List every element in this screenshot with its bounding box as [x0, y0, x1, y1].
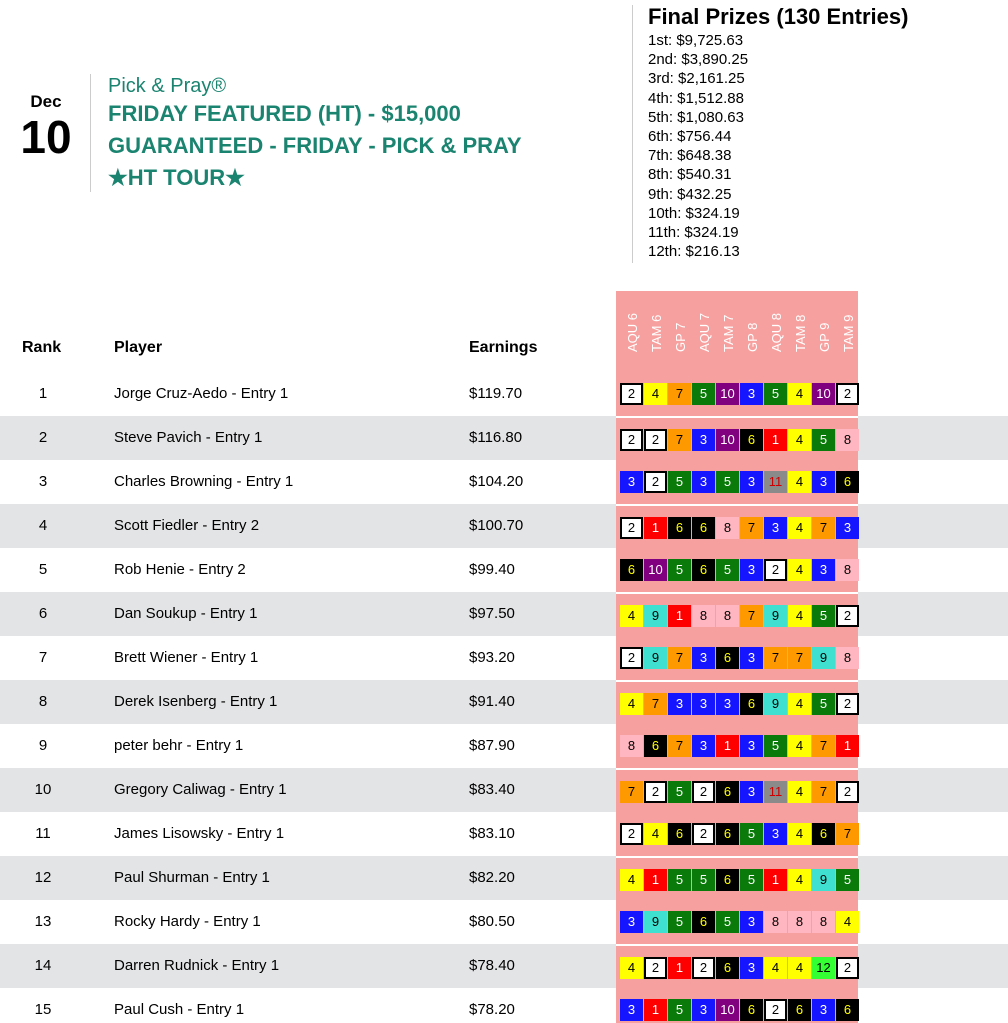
- pick-badge: 4: [788, 383, 811, 405]
- rank-cell: 1: [38, 385, 48, 402]
- pick-badge: 3: [740, 957, 763, 979]
- table-row[interactable]: [0, 856, 1008, 900]
- rank-header: Rank: [22, 339, 62, 356]
- pick-badge: 2: [644, 429, 667, 451]
- pick-badge: 8: [692, 605, 715, 627]
- pick-badge: 5: [812, 693, 835, 715]
- pick-badge: 5: [692, 383, 715, 405]
- pick-badge: 1: [644, 517, 667, 539]
- player-name: peter behr - Entry 1: [114, 737, 244, 754]
- pick-badge: 2: [836, 605, 859, 627]
- pick-badge: 7: [620, 781, 643, 803]
- rank-cell: 10: [34, 781, 52, 798]
- player-name: James Lisowsky - Entry 1: [114, 825, 285, 842]
- race-header: [812, 291, 836, 367]
- picks-row: [616, 680, 858, 724]
- picks-row: [616, 900, 858, 944]
- pick-badge: 6: [740, 429, 763, 451]
- pick-badge: 4: [620, 693, 643, 715]
- pick-badge: 7: [812, 735, 835, 757]
- prize-item: 3rd: $2,161.25: [648, 70, 745, 88]
- race-label: TAM 6: [649, 314, 664, 352]
- table-row[interactable]: [0, 504, 1008, 548]
- pick-badge: 2: [692, 823, 715, 845]
- pick-badge: 2: [836, 383, 859, 405]
- pick-badge: 3: [740, 781, 763, 803]
- table-row[interactable]: [0, 900, 1008, 944]
- pick-badge: 3: [692, 999, 715, 1021]
- earnings-cell: $80.50: [469, 913, 515, 930]
- rank-cell: 3: [38, 473, 48, 490]
- earnings-cell: $83.10: [469, 825, 515, 842]
- pick-badge: 2: [620, 383, 643, 405]
- pick-badge: 5: [812, 605, 835, 627]
- pick-badge: 12: [812, 957, 835, 979]
- player-name: Dan Soukup - Entry 1: [114, 605, 258, 622]
- player-header: Player: [114, 339, 163, 356]
- pick-badge: 5: [740, 869, 763, 891]
- picks-row: [616, 372, 858, 416]
- pick-badge: 3: [620, 999, 643, 1021]
- rank-cell: 11: [35, 825, 51, 842]
- pick-badge: 9: [812, 647, 835, 669]
- picks-row: [616, 768, 858, 812]
- player-name: Steve Pavich - Entry 1: [114, 429, 263, 446]
- prize-item: 11th: $324.19: [648, 224, 739, 242]
- pick-badge: 2: [644, 781, 667, 803]
- pick-badge: 4: [644, 823, 667, 845]
- pick-badge: 4: [620, 605, 643, 627]
- picks-row: [616, 592, 858, 636]
- pick-badge: 4: [788, 517, 811, 539]
- pick-badge: 1: [764, 869, 787, 891]
- race-header: [716, 291, 740, 367]
- pick-badge: 11: [764, 781, 787, 803]
- race-label: AQU 7: [697, 312, 712, 352]
- rank-cell: 15: [34, 1001, 52, 1018]
- pick-badge: 1: [668, 957, 691, 979]
- pick-badge: 2: [836, 781, 859, 803]
- picks-row: [616, 856, 858, 900]
- contest-tour: ★HT TOUR★: [108, 165, 245, 190]
- pick-badge: 3: [764, 823, 787, 845]
- prize-item: 6th: $756.44: [648, 128, 732, 146]
- pick-badge: 1: [644, 999, 667, 1021]
- picks-row: [616, 504, 858, 548]
- pick-badge: 4: [788, 869, 811, 891]
- player-name: Charles Browning - Entry 1: [114, 473, 294, 490]
- pick-badge: 1: [836, 735, 859, 757]
- pick-badge: 4: [788, 823, 811, 845]
- pick-badge: 4: [764, 957, 787, 979]
- pick-badge: 4: [620, 869, 643, 891]
- picks-row: [616, 944, 858, 988]
- contest-header: [108, 74, 608, 194]
- rank-cell: 9: [38, 737, 48, 754]
- pick-badge: 1: [764, 429, 787, 451]
- contest-title-line2: GUARANTEED - FRIDAY - PICK & PRAY: [108, 133, 522, 158]
- pick-badge: 9: [764, 693, 787, 715]
- earnings-cell: $97.50: [469, 605, 515, 622]
- prizes-title: Final Prizes (130 Entries): [648, 4, 909, 29]
- pick-badge: 6: [692, 559, 715, 581]
- pick-badge: 2: [620, 429, 643, 451]
- pick-badge: 2: [620, 647, 643, 669]
- pick-badge: 1: [644, 869, 667, 891]
- final-prizes: [648, 4, 998, 261]
- pick-badge: 6: [668, 823, 691, 845]
- pick-badge: 4: [836, 911, 859, 933]
- earnings-cell: $78.40: [469, 957, 515, 974]
- picks-row: [616, 460, 858, 504]
- leaderboard-table: [0, 372, 1008, 1023]
- pick-badge: 7: [740, 605, 763, 627]
- player-name: Rob Henie - Entry 2: [114, 561, 246, 578]
- pick-badge: 8: [836, 429, 859, 451]
- rank-cell: 14: [34, 957, 52, 974]
- race-label: TAM 9: [841, 314, 856, 352]
- pick-badge: 6: [740, 693, 763, 715]
- pick-badge: 6: [812, 823, 835, 845]
- contest-brand: Pick & Pray®: [108, 75, 227, 97]
- pick-badge: 1: [668, 605, 691, 627]
- pick-badge: 2: [644, 471, 667, 493]
- pick-badge: 8: [716, 605, 739, 627]
- player-name: Scott Fiedler - Entry 2: [114, 517, 260, 534]
- earnings-cell: $104.20: [469, 473, 524, 490]
- rank-cell: 5: [38, 561, 48, 578]
- rank-cell: 7: [38, 649, 48, 666]
- pick-badge: 3: [692, 693, 715, 715]
- pick-badge: 2: [764, 999, 787, 1021]
- pick-badge: 7: [812, 517, 835, 539]
- pick-badge: 6: [740, 999, 763, 1021]
- pick-badge: 6: [788, 999, 811, 1021]
- pick-badge: 7: [788, 647, 811, 669]
- rank-cell: 12: [34, 869, 52, 886]
- earnings-cell: $116.80: [469, 429, 523, 446]
- prize-item: 1st: $9,725.63: [648, 32, 744, 49]
- pick-badge: 2: [836, 957, 859, 979]
- pick-badge: 6: [716, 823, 739, 845]
- pick-badge: 3: [812, 999, 835, 1021]
- pick-badge: 6: [716, 781, 739, 803]
- race-label: GP 9: [817, 322, 832, 352]
- table-row[interactable]: [0, 592, 1008, 636]
- picks-row: [616, 548, 858, 592]
- pick-badge: 2: [620, 823, 643, 845]
- divider: [90, 74, 91, 192]
- prize-item: 9th: $432.25: [648, 185, 732, 203]
- pick-badge: 6: [716, 957, 739, 979]
- date-day: 10: [20, 111, 72, 163]
- pick-badge: 7: [644, 693, 667, 715]
- pick-badge: 7: [836, 823, 859, 845]
- pick-badge: 6: [836, 999, 859, 1021]
- pick-badge: 5: [668, 781, 691, 803]
- table-row[interactable]: [0, 680, 1008, 724]
- table-row[interactable]: [0, 636, 1008, 680]
- prize-item: 8th: $540.31: [648, 166, 732, 184]
- pick-badge: 6: [836, 471, 859, 493]
- pick-badge: 3: [740, 471, 763, 493]
- prize-item: 12th: $216.13: [648, 243, 740, 261]
- pick-badge: 5: [692, 869, 715, 891]
- pick-badge: 3: [812, 559, 835, 581]
- pick-badge: 2: [692, 781, 715, 803]
- pick-badge: 6: [716, 647, 739, 669]
- pick-badge: 5: [668, 911, 691, 933]
- pick-badge: 3: [692, 735, 715, 757]
- player-name: Derek Isenberg - Entry 1: [114, 693, 278, 710]
- pick-badge: 2: [644, 957, 667, 979]
- player-name: Paul Cush - Entry 1: [114, 1001, 245, 1018]
- table-row[interactable]: [0, 768, 1008, 812]
- earnings-cell: $99.40: [469, 561, 515, 578]
- pick-badge: 11: [764, 471, 787, 493]
- pick-badge: 6: [620, 559, 643, 581]
- pick-badge: 5: [716, 471, 739, 493]
- table-row[interactable]: [0, 372, 1008, 416]
- pick-badge: 7: [668, 383, 691, 405]
- pick-badge: 6: [716, 869, 739, 891]
- pick-badge: 5: [764, 735, 787, 757]
- race-headers: [616, 291, 858, 372]
- pick-badge: 3: [740, 735, 763, 757]
- race-header: [836, 291, 860, 367]
- table-row[interactable]: [0, 724, 1008, 768]
- pick-badge: 4: [788, 471, 811, 493]
- pick-badge: 7: [668, 429, 691, 451]
- pick-badge: 8: [764, 911, 787, 933]
- pick-badge: 3: [620, 471, 643, 493]
- table-row[interactable]: [0, 944, 1008, 988]
- race-header: [764, 291, 788, 367]
- race-label: TAM 8: [793, 314, 808, 352]
- earnings-cell: $93.20: [469, 649, 515, 666]
- race-header: [620, 291, 644, 367]
- pick-badge: 7: [668, 647, 691, 669]
- picks-row: [616, 724, 858, 768]
- earnings-cell: $83.40: [469, 781, 515, 798]
- race-header: [644, 291, 668, 367]
- pick-badge: 5: [716, 911, 739, 933]
- player-name: Brett Wiener - Entry 1: [114, 649, 259, 666]
- race-label: AQU 6: [625, 312, 640, 352]
- date-month: Dec: [30, 92, 62, 111]
- pick-badge: 3: [836, 517, 859, 539]
- prize-item: 5th: $1,080.63: [648, 108, 744, 126]
- player-name: Darren Rudnick - Entry 1: [114, 957, 280, 974]
- prize-item: 2nd: $3,890.25: [648, 51, 749, 69]
- pick-badge: 2: [620, 517, 643, 539]
- race-label: AQU 8: [769, 312, 784, 352]
- table-row[interactable]: [0, 812, 1008, 856]
- pick-badge: 4: [620, 957, 643, 979]
- earnings-cell: $82.20: [469, 869, 515, 886]
- pick-badge: 7: [764, 647, 787, 669]
- pick-badge: 3: [740, 647, 763, 669]
- pick-badge: 8: [836, 647, 859, 669]
- pick-badge: 5: [740, 823, 763, 845]
- race-header: [668, 291, 692, 367]
- earnings-cell: $87.90: [469, 737, 515, 754]
- pick-badge: 3: [716, 693, 739, 715]
- pick-badge: 4: [788, 957, 811, 979]
- pick-badge: 3: [740, 911, 763, 933]
- pick-badge: 10: [716, 999, 739, 1021]
- pick-badge: 10: [716, 383, 739, 405]
- rank-cell: 4: [38, 517, 48, 534]
- pick-badge: 8: [836, 559, 859, 581]
- picks-row: [616, 988, 858, 1023]
- pick-badge: 4: [788, 559, 811, 581]
- contest-title-line1: FRIDAY FEATURED (HT) - $15,000: [108, 101, 461, 126]
- table-row[interactable]: [0, 988, 1008, 1023]
- pick-badge: 7: [740, 517, 763, 539]
- race-header: [788, 291, 812, 367]
- pick-badge: 3: [692, 429, 715, 451]
- pick-badge: 2: [836, 693, 859, 715]
- pick-badge: 10: [644, 559, 667, 581]
- pick-badge: 5: [668, 869, 691, 891]
- pick-badge: 5: [836, 869, 859, 891]
- pick-badge: 9: [812, 869, 835, 891]
- pick-badge: 8: [716, 517, 739, 539]
- earnings-header: Earnings: [469, 339, 538, 356]
- pick-badge: 9: [644, 605, 667, 627]
- player-name: Gregory Caliwag - Entry 1: [114, 781, 287, 798]
- rank-cell: 13: [34, 913, 52, 930]
- rank-cell: 8: [38, 693, 48, 710]
- prize-item: 10th: $324.19: [648, 204, 740, 222]
- rank-cell: 6: [38, 605, 48, 622]
- pick-badge: 9: [644, 911, 667, 933]
- pick-badge: 5: [764, 383, 787, 405]
- pick-badge: 5: [668, 471, 691, 493]
- picks-row: [616, 416, 858, 460]
- pick-badge: 7: [812, 781, 835, 803]
- earnings-cell: $100.70: [469, 517, 524, 534]
- pick-badge: 6: [692, 517, 715, 539]
- picks-row: [616, 636, 858, 680]
- pick-badge: 4: [788, 693, 811, 715]
- pick-badge: 2: [764, 559, 787, 581]
- pick-badge: 1: [716, 735, 739, 757]
- race-label: TAM 7: [721, 314, 736, 352]
- pick-badge: 3: [620, 911, 643, 933]
- contest-date: [0, 92, 92, 163]
- table-row[interactable]: [0, 548, 1008, 592]
- pick-badge: 8: [812, 911, 835, 933]
- pick-badge: 4: [788, 781, 811, 803]
- rank-cell: 2: [38, 429, 48, 446]
- prizes-list: [648, 31, 998, 261]
- pick-badge: 10: [812, 383, 835, 405]
- pick-badge: 9: [764, 605, 787, 627]
- race-header: [692, 291, 716, 367]
- race-label: GP 8: [745, 322, 760, 352]
- pick-badge: 3: [692, 471, 715, 493]
- table-row[interactable]: [0, 416, 1008, 460]
- prize-item: 4th: $1,512.88: [648, 89, 744, 107]
- pick-badge: 3: [668, 693, 691, 715]
- player-name: Paul Shurman - Entry 1: [114, 869, 270, 886]
- earnings-cell: $91.40: [469, 693, 515, 710]
- pick-badge: 3: [812, 471, 835, 493]
- pick-badge: 8: [620, 735, 643, 757]
- pick-badge: 4: [788, 429, 811, 451]
- pick-badge: 10: [716, 429, 739, 451]
- pick-badge: 3: [764, 517, 787, 539]
- pick-badge: 6: [668, 517, 691, 539]
- earnings-cell: $119.70: [469, 385, 523, 402]
- pick-badge: 6: [692, 911, 715, 933]
- picks-row: [616, 812, 858, 856]
- divider: [632, 5, 633, 263]
- pick-badge: 2: [692, 957, 715, 979]
- pick-badge: 4: [644, 383, 667, 405]
- pick-badge: 3: [740, 383, 763, 405]
- player-name: Rocky Hardy - Entry 1: [114, 913, 261, 930]
- pick-badge: 5: [668, 559, 691, 581]
- table-row[interactable]: [0, 460, 1008, 504]
- race-header: [740, 291, 764, 367]
- pick-badge: 3: [740, 559, 763, 581]
- pick-badge: 8: [788, 911, 811, 933]
- pick-badge: 5: [812, 429, 835, 451]
- prize-item: 7th: $648.38: [648, 147, 732, 165]
- pick-badge: 5: [716, 559, 739, 581]
- pick-badge: 4: [788, 735, 811, 757]
- earnings-cell: $78.20: [469, 1001, 515, 1018]
- pick-badge: 4: [788, 605, 811, 627]
- pick-badge: 9: [644, 647, 667, 669]
- pick-badge: 5: [668, 999, 691, 1021]
- pick-badge: 6: [644, 735, 667, 757]
- pick-badge: 3: [692, 647, 715, 669]
- player-name: Jorge Cruz-Aedo - Entry 1: [114, 385, 289, 402]
- pick-badge: 7: [668, 735, 691, 757]
- race-label: GP 7: [673, 322, 688, 352]
